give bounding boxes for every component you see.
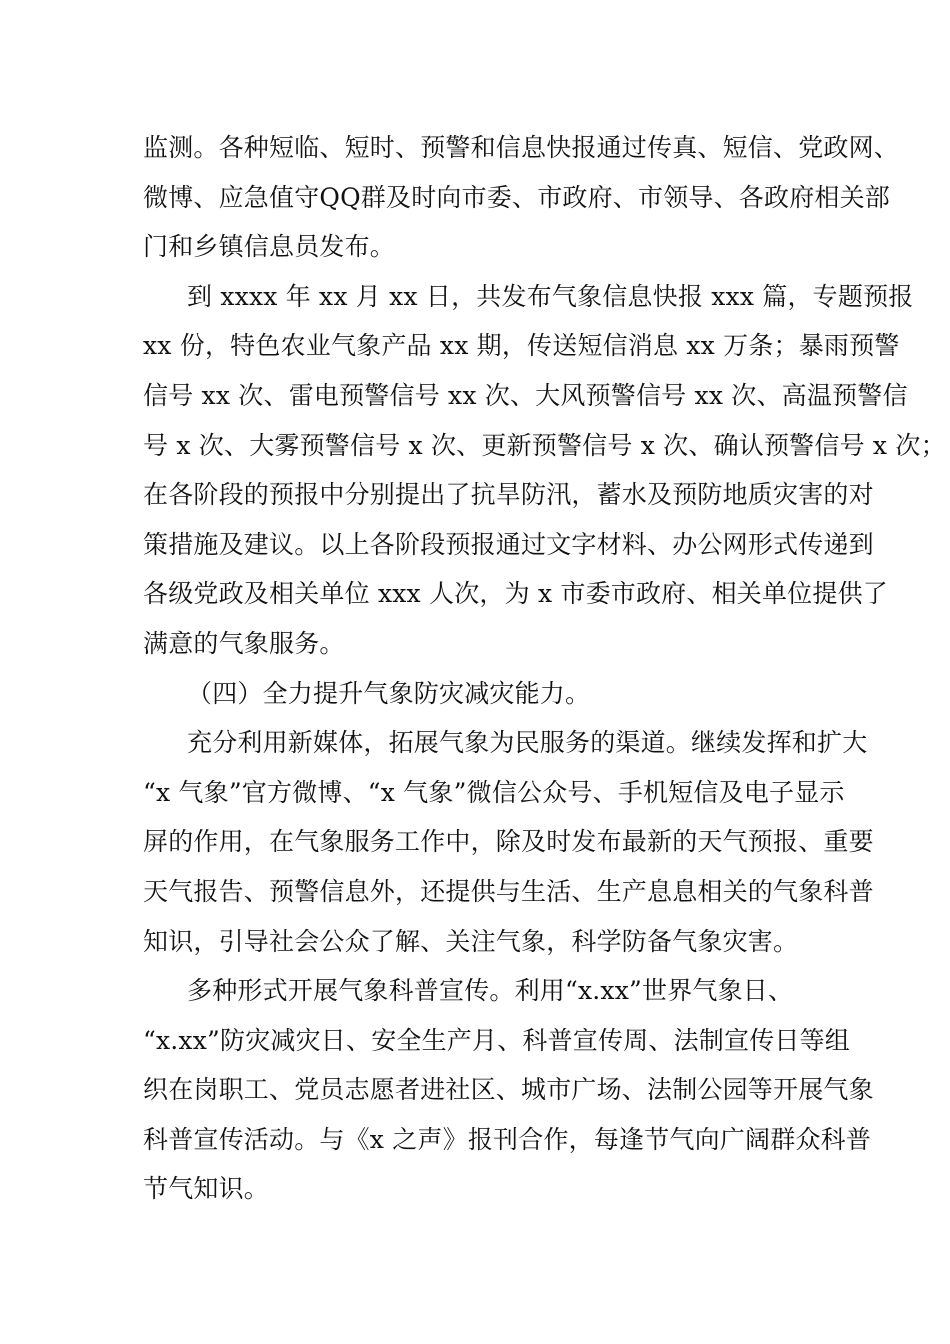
text-line: 满意的气象服务。 (143, 628, 345, 658)
text-line: 信号 xx 次、雷电预警信号 xx 次、大风预警信号 xx 次、高温预警信 (143, 380, 908, 410)
text-line: 号 x 次、大雾预警信号 x 次、更新预警信号 x 次、确认预警信号 x 次； (143, 430, 946, 460)
document-body (143, 123, 946, 1214)
section-heading: （四）全力提升气象防灾减灾能力。 (187, 678, 591, 708)
text-line: 屏的作用，在气象服务工作中，除及时发布最新的天气预报、重要 (143, 827, 874, 857)
text-line: 科普宣传活动。与《x 之声》报刊合作，每逢节气向广阔群众科普 (143, 1124, 872, 1154)
text-line: “x 气象”官方微博、“x 气象”微信公众号、手机短信及电子显示 (143, 777, 845, 807)
text-line: 在各阶段的预报中分别提出了抗旱防汛，蓄水及预防地质灾害的对 (143, 480, 874, 510)
text-line: 门和乡镇信息员发布。 (143, 232, 396, 262)
text-line: 知识，引导社会公众了解、关注气象，科学防备气象灾害。 (143, 926, 799, 956)
text-line: 微博、应急值守QQ群及时向市委、市政府、市领导、各政府相关部 (143, 182, 890, 212)
text-line: 多种形式开展气象科普宣传。利用“x.xx”世界气象日、 (187, 976, 794, 1006)
text-line: 充分利用新媒体，拓展气象为民服务的渠道。继续发挥和扩大 (187, 728, 868, 758)
text-line: xx 份，特色农业气象产品 xx 期，传送短信消息 xx 万条；暴雨预警 (143, 331, 900, 361)
text-line: 各级党政及相关单位 xxx 人次，为 x 市委市政府、相关单位提供了 (143, 579, 888, 609)
text-line: 策措施及建议。以上各阶段预报通过文字材料、办公网形式传递到 (143, 529, 874, 559)
text-line: 织在岗职工、党员志愿者进社区、城市广场、法制公园等开展气象 (143, 1075, 874, 1105)
text-line: “x.xx”防灾减灾日、安全生产月、科普宣传周、法制宣传日等组 (143, 1025, 851, 1055)
text-line: 监测。各种短临、短时、预警和信息快报通过传真、短信、党政网、 (143, 133, 900, 162)
text-line: 天气报告、预警信息外，还提供与生活、生产息息相关的气象科普 (143, 876, 874, 906)
text-line: 到 xxxx 年 xx 月 xx 日，共发布气象信息快报 xxx 篇，专题预报 (187, 281, 914, 311)
text-line: 节气知识。 (143, 1174, 270, 1204)
